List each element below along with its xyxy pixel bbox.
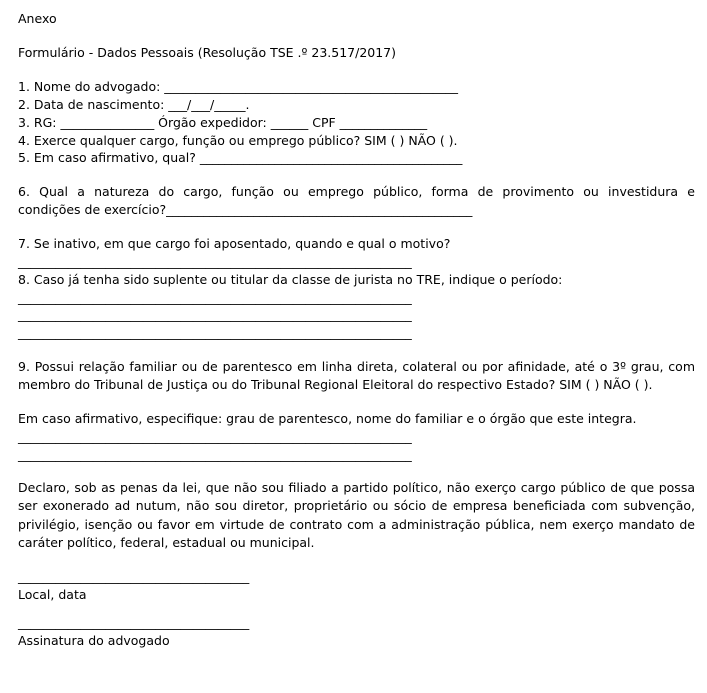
- field-suplente-titular: 8. Caso já tenha sido suplente ou titular da classe de jurista no TRE, indique o período:: [18, 271, 563, 287]
- signature-rule-advogado: _____________________________________: [18, 615, 250, 631]
- declaration-block: [18, 479, 699, 552]
- signature-rule-local-data: _____________________________________: [18, 568, 250, 584]
- spacer: [18, 219, 695, 235]
- answer-rule-q7: _______________________________________________________________: [18, 254, 412, 269]
- question-10: [18, 410, 695, 463]
- field-caso-afirmativo-qual: 5. Em caso afirmativo, qual? __________________________________________: [18, 150, 463, 166]
- question-7: [18, 235, 695, 271]
- field-relacao-familiar: 9. Possui relação familiar ou de parentesco em linha direta, colateral ou por afinidade, até o 3º grau, com membro do Tribunal de Justiça ou do Tribunal Regional Eleitoral do respectivo Estado? SIM ( ) NÃO ( ).: [18, 358, 699, 392]
- signature-block: [18, 614, 695, 650]
- field-especifique-parentesco: Em caso afirmativo, especifique: grau de parentesco, nome do familiar e o órgão que este integra.: [18, 411, 637, 426]
- answer-rule-q10-1: _______________________________________________________________: [18, 428, 412, 444]
- field-data-nascimento: 2. Data de nascimento: ___/___/_____.: [18, 97, 250, 112]
- spacer: [18, 394, 695, 410]
- spacer: [18, 603, 695, 614]
- field-exerce-cargo-publico: 4. Exerce qualquer cargo, função ou emprego público? SIM ( ) NÃO ( ).: [18, 132, 458, 148]
- field-rg-orgao-cpf: 3. RG: _______________ Órgão expedidor: ______ CPF ______________: [18, 114, 428, 130]
- local-data-label: Local, data: [18, 586, 87, 602]
- answer-rule-q8-1: _______________________________________________________________: [18, 289, 412, 305]
- signature-label: Assinatura do advogado: [18, 633, 170, 648]
- field-nome-advogado: 1. Nome do advogado: _______________________________________________: [18, 79, 459, 95]
- spacer: [18, 28, 695, 44]
- local-data-block: [18, 568, 695, 604]
- spacer: [18, 463, 695, 479]
- document-title: Formulário - Dados Pessoais (Resolução TSE .º 23.517/2017): [18, 45, 397, 61]
- answer-rule-q8-3: _______________________________________________________________: [18, 325, 412, 340]
- question-6: [18, 183, 699, 219]
- field-natureza-cargo: 6. Qual a natureza do cargo, função ou emprego público, forma de provimento ou investidura e condições de exercício?_________________________________________________: [18, 184, 699, 218]
- spacer: [18, 552, 695, 568]
- declaration-text: Declaro, sob as penas da lei, que não sou filiado a partido político, não exerço cargo público de que possa ser exonerado ad nutum, não sou diretor, proprietário ou sócio de empresa beneficiada com subvenção, privilégio, isenção ou favor em virtude de contrato com a administração pública, nem exerço mandato de caráter político, federal, estadual ou municipal.: [18, 480, 699, 550]
- question-8: [18, 271, 695, 342]
- document-header: Anexo: [18, 11, 57, 26]
- spacer: [18, 342, 695, 358]
- field-se-inativo: 7. Se inativo, em que cargo foi aposentado, quando e qual o motivo?: [18, 236, 451, 252]
- question-9: [18, 358, 699, 394]
- spacer: [18, 62, 695, 78]
- answer-rule-q10-2: _______________________________________________________________: [18, 446, 412, 462]
- answer-rule-q8-2: _______________________________________________________________: [18, 307, 412, 323]
- questions-1-5: [18, 78, 695, 167]
- spacer: [18, 167, 695, 183]
